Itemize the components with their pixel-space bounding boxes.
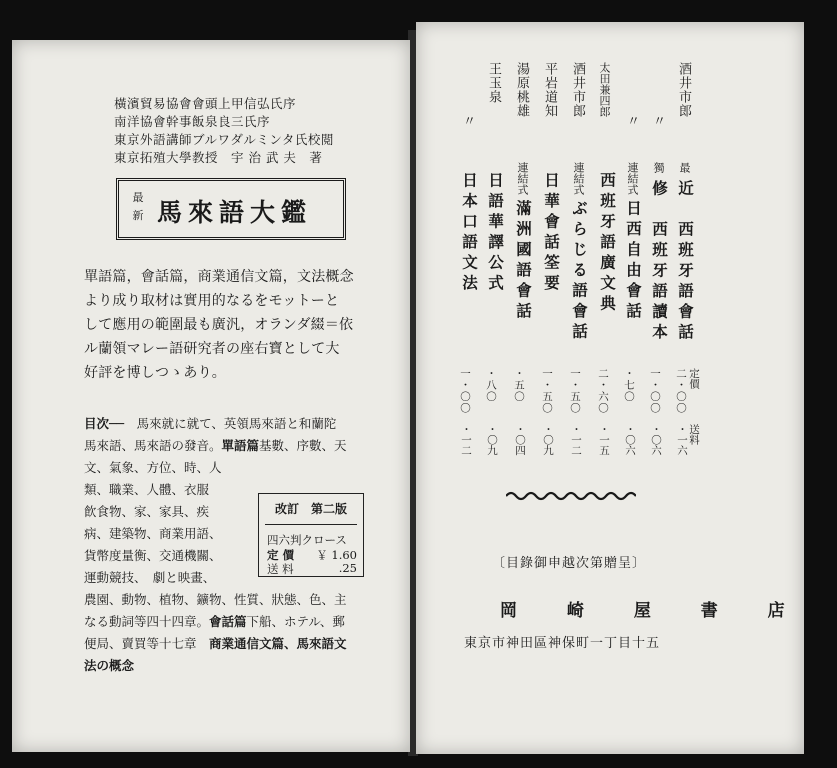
description-line: より成り取材は實用的なるをモットーと (84, 293, 340, 309)
book-price: 一・〇〇 (459, 368, 471, 414)
book-price: 二・六〇 (597, 368, 609, 414)
price-row: 定 價 ￥ 1.60 (267, 548, 357, 562)
toc-line: 運動競技、 劇と映畫、 (84, 570, 216, 585)
book-price: 一・五〇 (569, 368, 581, 414)
book-title-vertical: 日華會話筌要 (542, 172, 561, 295)
book-price: ・八〇 (485, 368, 497, 403)
description-line: 單語篇，會話篇，商業通信文篇，文法概念 (84, 269, 354, 285)
description-line: して應用の範圍最も廣汎，オランダ綴＝依 (84, 317, 354, 333)
toc-line: 病、建築物、商業用語、 (84, 526, 222, 541)
book-author: 王玉泉 (486, 62, 501, 104)
book-price: 一・〇〇 (649, 368, 661, 414)
header-postage-label: 送料 (688, 424, 700, 445)
toc-line: なる動詞等四十四章。會話篇下船、ホテル、郵 (84, 614, 345, 629)
title-prefix: 最 新 (132, 191, 144, 222)
book-title-vertical: 日本口語文法 (460, 172, 479, 295)
toc-line: 便局、賣買等十七章 商業通信文篇、馬來語文 (84, 636, 347, 651)
book-price: 二・〇〇 (675, 368, 687, 414)
book-author: 〃 (624, 114, 639, 127)
book-title: 馬來語大鑑 (157, 198, 313, 227)
author-credit: 東京拓殖大學教授 宇 治 武 夫 著 (114, 150, 323, 165)
book-postage: ・〇六 (624, 424, 636, 456)
book-author: 湯原桃雄 (514, 62, 529, 118)
book-series: 連結式 (626, 162, 639, 195)
book-series: 最 (678, 162, 691, 173)
toc-line: 文、氣象、方位、時、人 (84, 460, 222, 475)
book-postage: ・一二 (570, 424, 582, 456)
format-label: 四六判クロース (267, 533, 347, 547)
book-title-vertical: 日西自由會話 (624, 200, 643, 323)
toc-line: 農園、動物、植物、鑛物、性質、狀態、色、主 (84, 592, 347, 607)
catalog-notice: 〔目錄御申越次第贈呈〕 (492, 556, 647, 571)
book-series: 連結式 (572, 162, 585, 195)
publisher-address: 東京市神田區神保町一丁目十五 (464, 636, 661, 651)
book-title-vertical: 近 西班牙語會話 (676, 180, 695, 344)
book-postage: ・一二 (460, 424, 472, 456)
postage-row: 送 料 .25 (267, 561, 357, 576)
description-line: 好評を博しつゝあり。 (84, 365, 226, 381)
preface-line: 橫濱貿易協會會頭上甲信弘氏序 (114, 96, 297, 111)
book-price: ・五〇 (513, 368, 525, 403)
header-price-label: 定價 (688, 368, 700, 389)
book-postage: ・〇九 (486, 424, 498, 456)
book-author: 太田兼四郎 (598, 62, 611, 117)
edition-label: 改訂 第二版 (274, 502, 347, 516)
publisher-name: 岡 崎 屋 書 店 (500, 601, 807, 621)
book-postage: ・〇六 (650, 424, 662, 456)
book-author: 〃 (650, 114, 665, 127)
book-postage: ・一五 (598, 424, 610, 456)
toc-line: 貨幣度量衡、交通機關、 (84, 548, 222, 563)
toc-line: 馬來語、馬來語の發音。單語篇基數、序數、天 (84, 438, 347, 453)
book-postage: ・一六 (676, 424, 688, 456)
book-series: 獨 (652, 162, 665, 173)
book-title-vertical: 西班牙語廣文典 (598, 172, 617, 316)
toc-line: 目次── 馬來就に就て、英領馬來語と和蘭陀 (84, 416, 337, 431)
book-postage: ・〇四 (514, 424, 526, 456)
book-price: 一・五〇 (541, 368, 553, 414)
preface-line: 南洋協會幹事飯泉良三氏序 (114, 114, 271, 129)
book-price: ・七〇 (623, 368, 635, 403)
book-author: 平岩道知 (542, 62, 557, 118)
book-series: 連結式 (516, 162, 529, 195)
book-title-box (116, 178, 346, 240)
right-page-book-list (416, 22, 807, 754)
book-postage: ・〇九 (542, 424, 554, 456)
wavy-divider (506, 490, 636, 502)
book-author: 酒井市郎 (570, 62, 585, 118)
toc-line: 飮食物、家、家具、疾 (84, 504, 210, 519)
toc-line: 法の概念 (84, 658, 135, 673)
book-title-vertical: 滿洲國語會話 (514, 200, 533, 323)
description-line: ル蘭領マレー語研究者の座右寶として大 (84, 341, 340, 357)
book-title-vertical: ぶらじる語會話 (570, 200, 589, 344)
preface-line: 東京外語講師ブルワダルミンタ氏校閲 (114, 132, 334, 147)
edition-price-box (258, 493, 364, 577)
book-author: 酒井市郎 (676, 62, 691, 118)
toc-line: 類、職業、人體、衣服 (84, 482, 210, 497)
book-title-vertical: 修 西班牙語讀本 (650, 180, 669, 344)
book-title-vertical: 日語華譯公式 (486, 172, 505, 295)
left-page-advertisement (12, 40, 410, 752)
book-author: 〃 (460, 114, 475, 127)
